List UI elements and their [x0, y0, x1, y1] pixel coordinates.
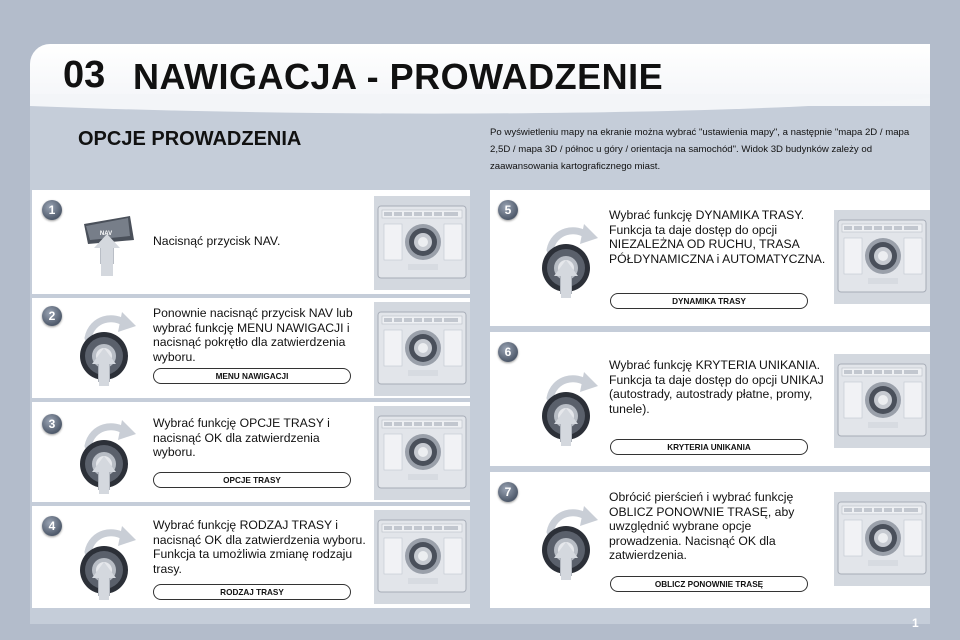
- audio-unit-illustration: [374, 510, 470, 604]
- step-instruction: Obrócić pierścień i wybrać funkcję OBLICZ PONOWNIE TRASĘ, aby uwzględnić wybrane opcje prowadzenia. Nacisnąć OK dla zatwierdzenia.: [609, 490, 795, 562]
- step-card-7: [490, 472, 930, 608]
- menu-label-kryteria-unikania: KRYTERIA UNIKANIA: [610, 439, 808, 455]
- menu-label-rodzaj-trasy: RODZAJ TRASY: [153, 584, 351, 600]
- step-instruction: Wybrać funkcję KRYTERIA UNIKANIA. Funkcja ta daje dostęp do opcji UNIKAJ (autostrady, autostrady płatne, promy, tunele).: [609, 358, 824, 416]
- step-card-2: [32, 298, 470, 398]
- audio-unit-illustration: [374, 406, 470, 500]
- menu-label-oblicz-ponownie-trase: OBLICZ PONOWNIE TRASĘ: [610, 576, 808, 592]
- nav-button-label: NAV: [99, 231, 113, 237]
- page-title: NAWIGACJA - PROWADZENIE: [133, 56, 664, 97]
- step-number-badge: 3: [42, 414, 62, 434]
- step-card-6: [490, 332, 930, 466]
- menu-label-opcje-trasy: OPCJE TRASY: [153, 472, 351, 488]
- menu-label-menu-nawigacji: MENU NAWIGACJI: [153, 368, 351, 384]
- rotary-knob-icon: [74, 416, 140, 496]
- step-instruction: Wybrać funkcję RODZAJ TRASY i nacisnąć OK dla zatwierdzenia wyboru. Funkcja ta umożliwia zmianę rodzaju trasy.: [153, 518, 366, 576]
- rotary-knob-icon: [536, 368, 602, 448]
- rotary-knob-icon: [536, 220, 602, 300]
- step-number-badge: 6: [498, 342, 518, 362]
- step-number-badge: 4: [42, 516, 62, 536]
- rotary-knob-icon: [74, 308, 140, 388]
- nav-button-press-icon: [78, 214, 136, 278]
- step-card-1: [32, 190, 470, 294]
- audio-unit-illustration: [834, 354, 930, 448]
- rotary-knob-icon: [536, 502, 602, 582]
- step-instruction: Nacisnąć przycisk NAV.: [153, 234, 281, 248]
- step-instruction: Ponownie nacisnąć przycisk NAV lub wybrać funkcję MENU NAWIGACJI i nacisnąć pokrętło dla zatwierdzenia wyboru.: [153, 306, 353, 364]
- step-card-5: [490, 190, 930, 326]
- step-instruction: Wybrać funkcję OPCJE TRASY i nacisnąć OK dla zatwierdzenia wyboru.: [153, 416, 330, 459]
- audio-unit-illustration: [834, 210, 930, 304]
- audio-unit-illustration: [834, 492, 930, 586]
- chapter-number: 03: [63, 54, 106, 96]
- step-card-4: [32, 506, 470, 608]
- step-number-badge: 2: [42, 306, 62, 326]
- rotary-knob-icon: [74, 522, 140, 602]
- audio-unit-illustration: [374, 302, 470, 396]
- step-number-badge: 7: [498, 482, 518, 502]
- intro-paragraph: Po wyświetleniu mapy na ekranie można wybrać "ustawienia mapy", a następnie "mapa 2D / mapa 2,5D / mapa 3D / północ u góry / orientacja na samochód". Widok 3D budynków zależy od zaawansowania kartograficznego miast.: [490, 127, 910, 172]
- audio-unit-illustration: [374, 196, 470, 290]
- step-card-3: [32, 402, 470, 502]
- page-number: 1: [912, 616, 919, 630]
- step-number-badge: 5: [498, 200, 518, 220]
- step-number-badge: 1: [42, 200, 62, 220]
- section-title: OPCJE PROWADZENIA: [78, 128, 302, 150]
- step-instruction: Wybrać funkcję DYNAMIKA TRASY. Funkcja ta daje dostęp do opcji NIEZALEŻNA OD RUCHU, TRASA PÓŁDYNAMICZNA i AUTOMATYCZNA.: [609, 208, 826, 266]
- menu-label-dynamika-trasy: DYNAMIKA TRASY: [610, 293, 808, 309]
